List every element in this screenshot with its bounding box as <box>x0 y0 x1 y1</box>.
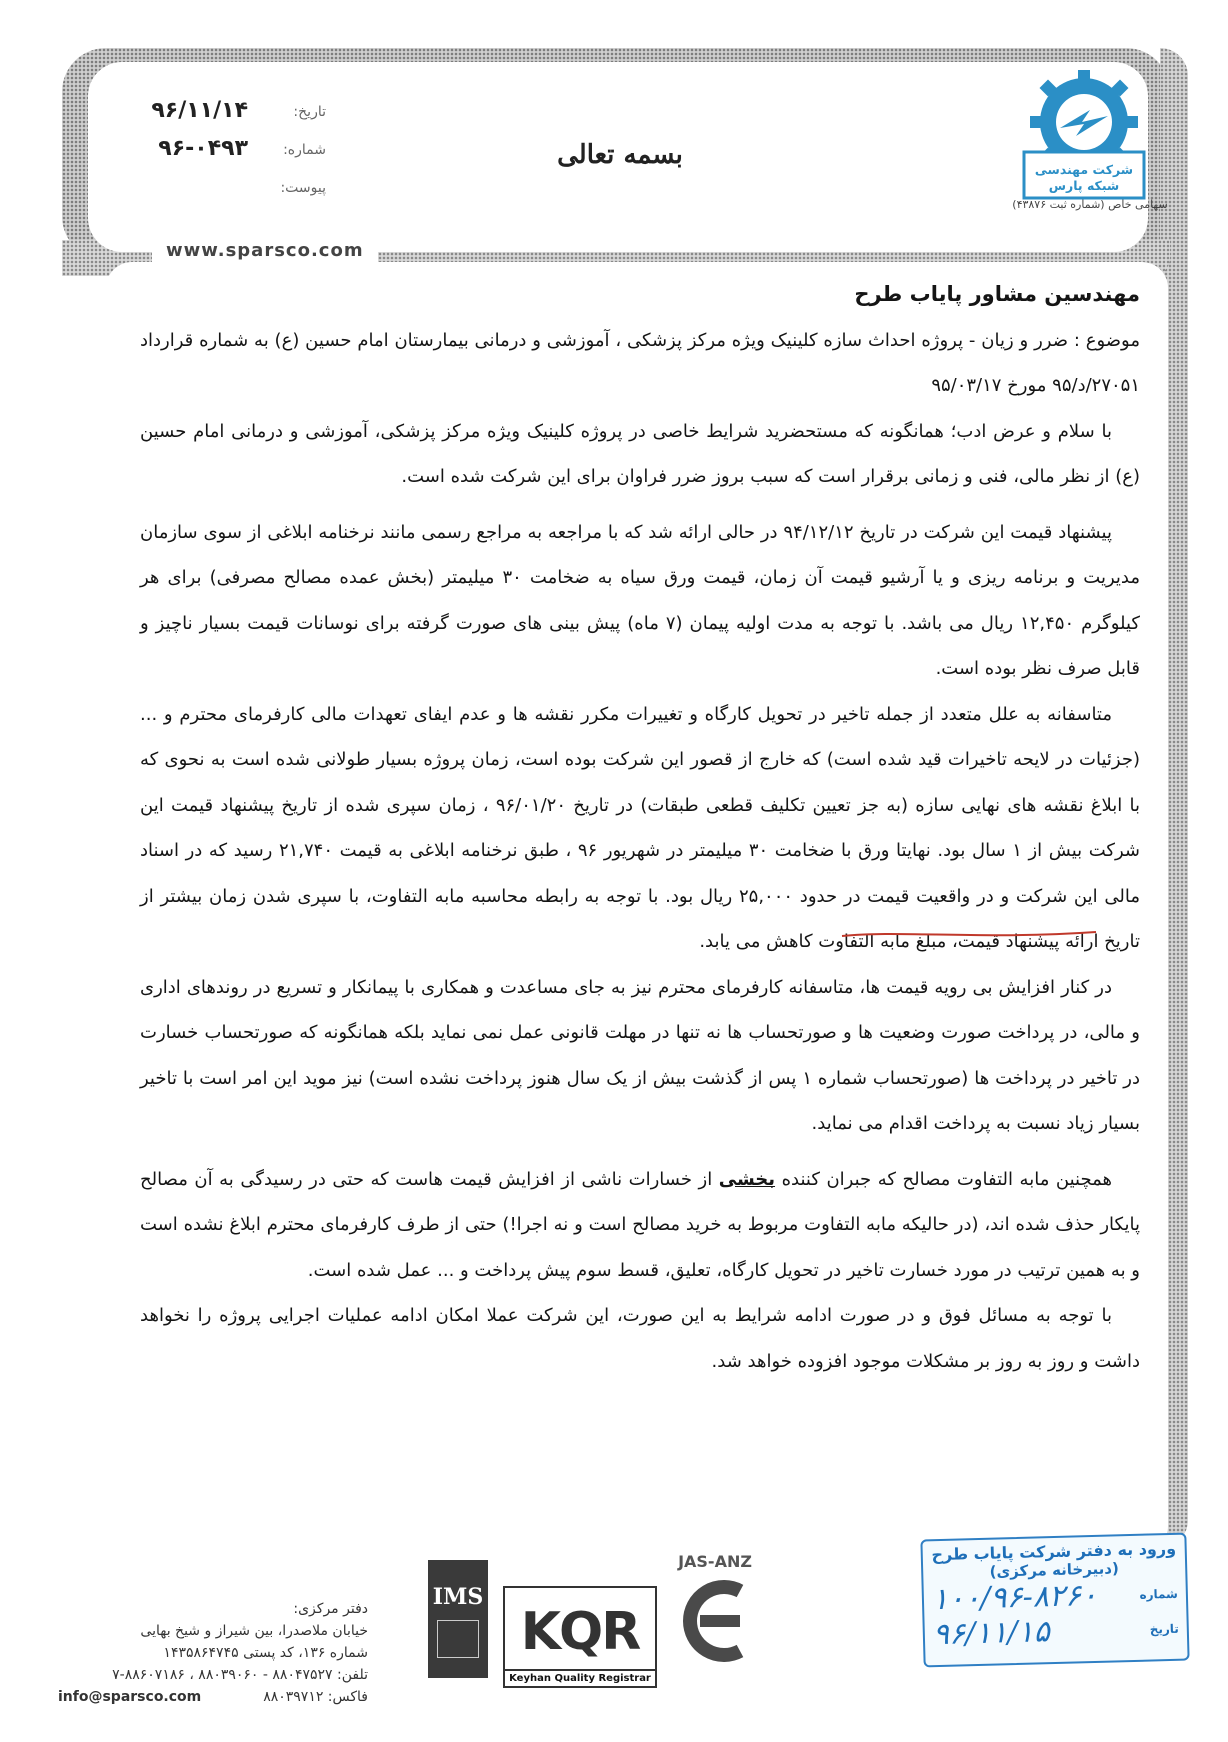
subject-paragraph: موضوع : ضرر و زیان - پروژه احداث سازه کلینیک ویژه مرکز پزشکی ، آموزشی و درمانی بیمارستان امام حسین (ع) به شماره قرارداد ۲۷۰۵۱/د/۹۵ مورخ ۹۵/۰۳/۱۷ <box>140 329 1140 396</box>
paragraph-5-end: از خسارات ناشی از افزایش قیمت هاست که حتی در رسیدگی به آن مصالح پایکار حذف شده اند، (در حالیکه مابه التفاوت مربوط به خرید مصالح است و نه اجرا!) حتی از طرف کارفرمای محترم ابلاغ نشده است و به همین ترتیب در مورد خسارت تاخیر در تحویل کارگاه، تعلیق، قسط سوم پیش پرداخت و ... عمل شده است. <box>140 1168 1140 1281</box>
address-line-2: شماره ۱۳۶، کد پستی ۱۴۳۵۸۶۴۷۴۵ <box>163 1645 368 1661</box>
paragraph-5 <box>140 1157 1140 1294</box>
stamp-subtitle: (دبیرخانه مرکزی) <box>989 1559 1120 1581</box>
ims-badge-icon <box>437 1620 479 1658</box>
stamp-title: ورود به دفتر شرکت پایاب طرح <box>931 1538 1177 1565</box>
fax-number: فاکس: ۸۸۰۳۹۷۱۲ <box>263 1689 368 1705</box>
stamp-number-value: ۱۰۰/۹۶-۸۲۶۰ <box>931 1577 1098 1618</box>
attachment-label: پیوست: <box>280 180 326 196</box>
underlined-word: بخشی <box>718 1168 776 1190</box>
jas-anz-certification-logo <box>670 1552 760 1682</box>
stamp-date-label: تاریخ <box>1149 1621 1179 1637</box>
number-value: ۹۶-۰۴۹۳ <box>158 136 248 161</box>
received-stamp <box>920 1533 1189 1668</box>
email[interactable]: info@sparsco.com <box>58 1689 202 1705</box>
red-pen-underline <box>840 922 1100 946</box>
date-label: تاریخ: <box>293 104 326 120</box>
stamp-date-value: ۹۶/۱۱/۱۵ <box>932 1614 1051 1653</box>
office-address <box>58 1598 368 1708</box>
recipient: مهندسین مشاور پایاب طرح <box>854 282 1140 306</box>
basmala-heading: بسمه تعالی <box>557 140 683 170</box>
kqr-caption: Keyhan Quality Registrar <box>505 1669 655 1686</box>
paragraph-6: با توجه به مسائل فوق و در صورت ادامه شرایط به این صورت، این شرکت عملا امکان ادامه عملیات اجرایی پروژه را نخواهد داشت و روز به روز بر مشکلات موجود افزوده خواهد شد. <box>140 1305 1140 1372</box>
jas-anz-label: JAS-ANZ <box>678 1552 752 1571</box>
ims-certification-logo <box>428 1560 488 1678</box>
company-name: شرکت مهندسی شبکه پارس <box>1034 162 1134 193</box>
letter-text <box>140 272 1140 1384</box>
office-label: دفتر مرکزی: <box>293 1601 368 1617</box>
number-label: شماره: <box>283 142 326 158</box>
phone-numbers: تلفن: ۸۸۰۴۷۵۲۷ - ۸۸۰۳۹۰۶۰ ، ۸۸۶۰۷۱۸۶-۷ <box>112 1667 368 1683</box>
paragraph-5-start: همچنین مابه التفاوت مصالح که جبران کننده <box>775 1168 1112 1190</box>
website-label: www.sparsco.com <box>152 238 378 263</box>
paragraph-3: متاسفانه به علل متعدد از جمله تاخیر در تحویل کارگاه و تغییرات مکرر نقشه ها و عدم ایفای تعهدات مالی کارفرمای محترم و ... (جزئیات در لایحه تاخیرات قید شده است) که خارج از قصور این شرکت بوده است، زمان پروژه بسیار طولانی شده است به نحوی که با ابلاغ نقشه های نهایی سازه (به جز تعیین تکلیف قطعی طبقات) در تاریخ ۹۶/۰۱/۲۰ ، زمان سپری شده از تاریخ پیشنهاد قیمت این شرکت بیش از ۱ سال بود. نهایتا ورق با ضخامت ۳۰ میلیمتر در شهریور ۹۶ ، طبق نرخنامه ابلاغی به قیمت ۲۱,۷۴۰ رسید که در اسناد مالی این شرکت و در واقعیت قیمت در حدود ۲۵,۰۰۰ ریال بود. با توجه به رابطه محاسبه مابه التفاوت، با سپری شدن زمان بیشتر از تاریخ ارائه پیشنهاد قیمت، مبلغ مابه التفاوت کاهش می یابد. <box>140 703 1140 952</box>
jas-anz-emblem-icon <box>670 1571 760 1671</box>
company-registration-caption: سهامی خاص (شماره ثبت ۴۳۸۷۶) <box>1012 198 1168 211</box>
kqr-certification-logo <box>503 1586 657 1688</box>
address-line-1: خیابان ملاصدرا، بین شیراز و شیخ بهایی <box>140 1623 368 1639</box>
date-value: ۹۶/۱۱/۱۴ <box>151 98 248 123</box>
kqr-label: KQR <box>520 1602 640 1662</box>
paragraph-2: پیشنهاد قیمت این شرکت در تاریخ ۹۴/۱۲/۱۲ در حالی ارائه شد که با مراجعه به مراجع رسمی مانند نرخنامه ابلاغی از سوی سازمان مدیریت و برنامه ریزی و یا آرشیو قیمت آن زمان، قیمت ورق سیاه به ضخامت ۳۰ میلیمتر (بخش عمده مصالح مصرفی) برای هر کیلوگرم ۱۲,۴۵۰ ریال می باشد. با توجه به مدت اولیه پیمان (۷ ماه) پیش بینی های صورت گرفته برای نوسانات قیمت بسیار ناچیز و قابل صرف نظر بوده است. <box>140 521 1140 679</box>
paragraph-4: در کنار افزایش بی رویه قیمت ها، متاسفانه کارفرمای محترم نیز به جای مساعدت و همکاری با پیمانکار و تسریع در روندهای اداری و مالی، در پرداخت صورت وضعیت ها و صورتحساب ها نه تنها در مهلت قانونی عمل نمی نماید بلکه همانگونه که صورتحساب خسارت در تاخیر در پرداخت ها (صورتحساب شماره ۱ پس از گذشت بیش از یک سال هنوز پرداخت نشده است) نیز موید این امر است با تاخیر بسیار زیاد نسبت به پرداخت اقدام می نماید. <box>140 976 1140 1134</box>
company-logo <box>1020 70 1148 202</box>
paragraph-1: با سلام و عرض ادب؛ همانگونه که مستحضرید شرایط خاصی در پروژه کلینیک ویژه مرکز پزشکی، آموزشی و درمانی امام حسین (ع) از نظر مالی، فنی و زمانی برقرار است که سبب بروز ضرر فراوان برای این شرکت شده است. <box>140 420 1140 487</box>
ims-label: IMS <box>432 1584 484 1610</box>
stamp-number-label: شماره <box>1139 1586 1179 1602</box>
